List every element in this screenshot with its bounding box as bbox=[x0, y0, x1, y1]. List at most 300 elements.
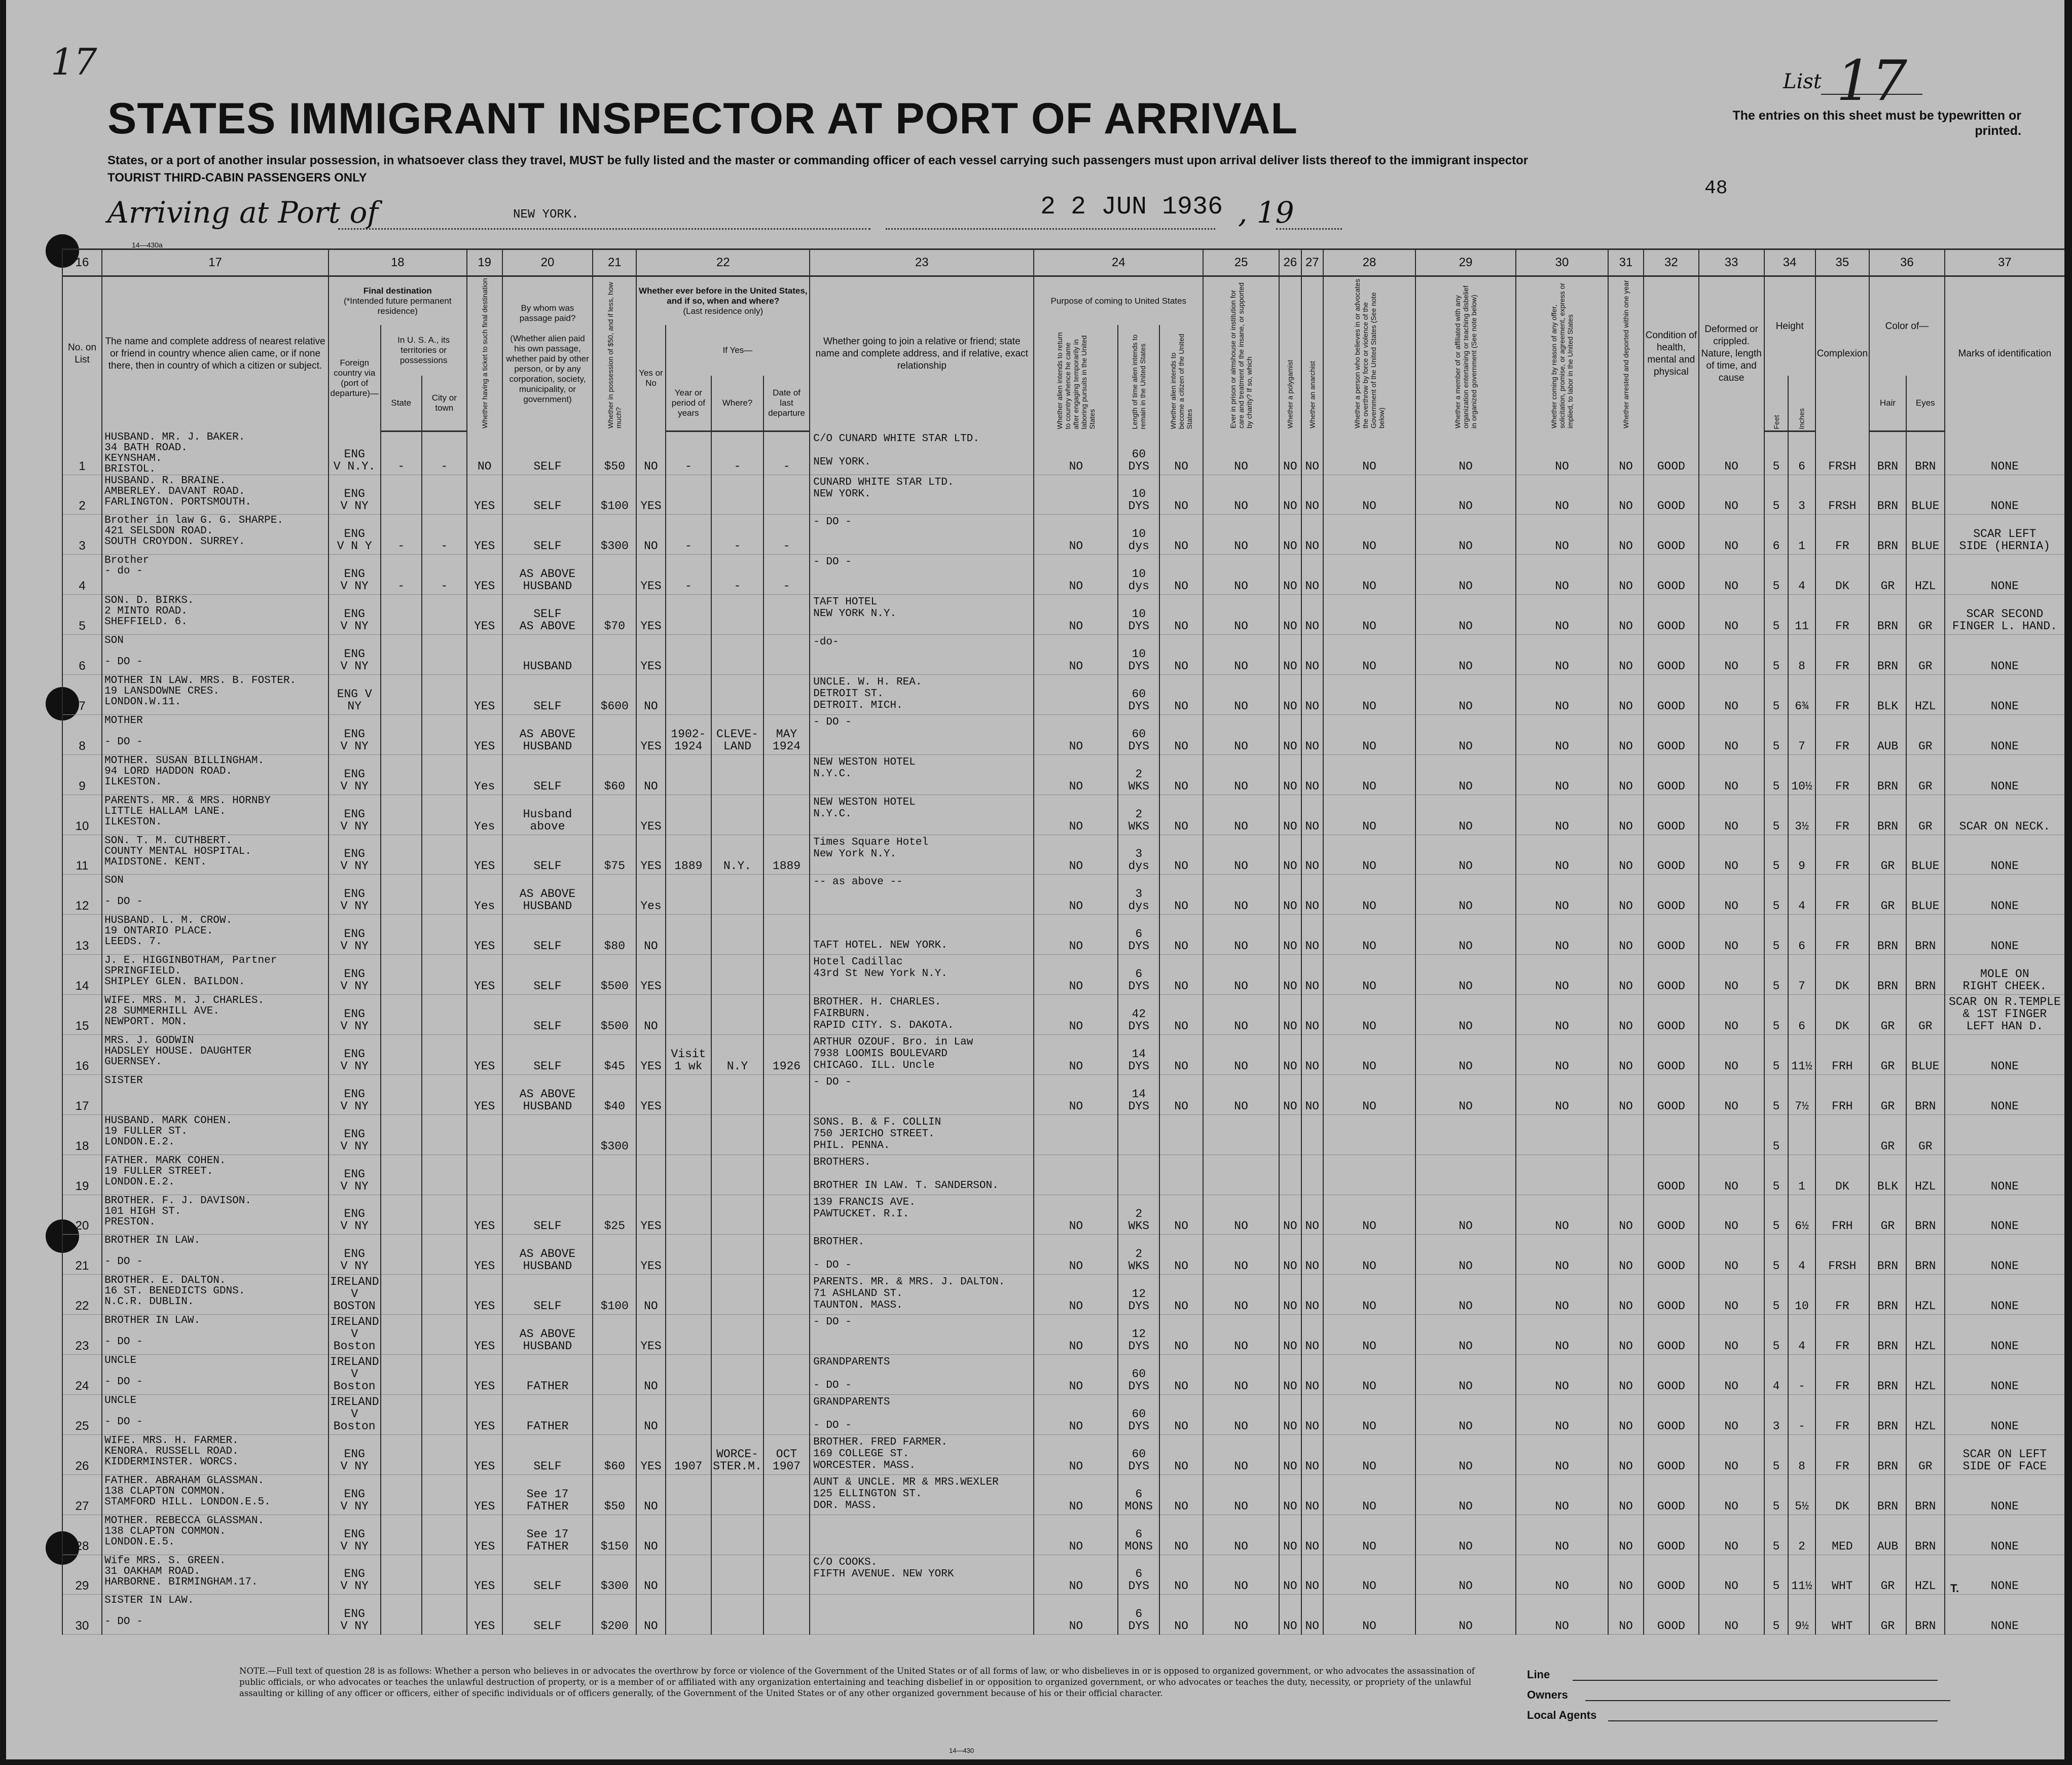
cell-hair: GR bbox=[1869, 1555, 1906, 1595]
cell-no: 25 bbox=[62, 1394, 102, 1434]
cell-anar: NO bbox=[1301, 754, 1323, 795]
cell-foreign: ENG V NY bbox=[329, 1555, 381, 1595]
cell-deform: NO bbox=[1699, 1355, 1764, 1395]
cell-c30: NO bbox=[1516, 555, 1608, 595]
cell-c31: NO bbox=[1608, 1394, 1644, 1434]
col-num: 24 bbox=[1034, 249, 1203, 276]
cell-state bbox=[381, 955, 422, 995]
cell-where bbox=[711, 1474, 764, 1515]
cell-foreign: ENG V NY bbox=[329, 1074, 381, 1114]
cell-ticket bbox=[467, 1155, 502, 1195]
cell-in: 4 bbox=[1788, 875, 1815, 915]
cell-deform: NO bbox=[1699, 795, 1764, 835]
cell-ret: NO bbox=[1034, 1394, 1118, 1434]
cell-poly: NO bbox=[1279, 674, 1301, 714]
cell-anar: NO bbox=[1301, 1434, 1323, 1474]
cell-eyes: BLUE bbox=[1906, 875, 1945, 915]
cell-poly: NO bbox=[1279, 714, 1301, 754]
cell-eyes: BLUE bbox=[1906, 1034, 1945, 1074]
cell-c31: NO bbox=[1608, 1595, 1644, 1635]
cell-comp: DK bbox=[1815, 1474, 1869, 1515]
cell-city bbox=[422, 1235, 467, 1275]
cell-c31 bbox=[1608, 1155, 1644, 1195]
cell-c30 bbox=[1516, 1155, 1608, 1195]
cell-prev: NO bbox=[636, 754, 665, 795]
cell-cit: NO bbox=[1159, 714, 1203, 754]
cell-addr: FATHER. ABRAHAM GLASSMAN. 138 CLAPTON COMMON. STAMFORD HILL. LONDON.E.5. bbox=[102, 1474, 329, 1515]
cell-deform: NO bbox=[1699, 674, 1764, 714]
cell-poly: NO bbox=[1279, 1434, 1301, 1474]
cell-c30: NO bbox=[1516, 754, 1608, 795]
cell-c30: NO bbox=[1516, 1555, 1608, 1595]
cell-c30: NO bbox=[1516, 674, 1608, 714]
cell-state bbox=[381, 795, 422, 835]
cell-poly: NO bbox=[1279, 835, 1301, 875]
header-passage-paid: By whom was passage paid? (Whether alien paid his own passage, whether paid by other person, or by any corporation, society, municipality, or government) bbox=[502, 276, 593, 431]
cell-deform: NO bbox=[1699, 875, 1764, 915]
table-row bbox=[62, 995, 2064, 1035]
col-num: 21 bbox=[593, 249, 636, 276]
cell-ret: NO bbox=[1034, 915, 1118, 955]
cell-deform: NO bbox=[1699, 1315, 1764, 1355]
cell-c30: NO bbox=[1516, 1195, 1608, 1235]
cell-marks: SCAR LEFT SIDE (HERNIA) bbox=[1945, 515, 2064, 555]
cell-c28: NO bbox=[1323, 595, 1415, 635]
cell-len: 3 dys bbox=[1118, 835, 1159, 875]
cell-date bbox=[764, 475, 810, 515]
cell-join: CUNARD WHITE STAR LTD. NEW YORK. bbox=[810, 475, 1034, 515]
cell-money bbox=[593, 1315, 636, 1355]
cell-state bbox=[381, 595, 422, 635]
cell-c28: NO bbox=[1323, 1515, 1415, 1555]
cell-ft: 5 bbox=[1764, 1074, 1789, 1114]
cell-date bbox=[764, 1394, 810, 1434]
cell-c30: NO bbox=[1516, 1515, 1608, 1555]
cell-c28: NO bbox=[1323, 1195, 1415, 1235]
cell-comp: WHT bbox=[1815, 1555, 1869, 1595]
cell-date: 1889 bbox=[764, 835, 810, 875]
cell-foreign: ENG V NY bbox=[329, 714, 381, 754]
cell-prev: YES bbox=[636, 635, 665, 675]
cell-c29: NO bbox=[1415, 1275, 1516, 1315]
cell-marks: NONE bbox=[1945, 1155, 2064, 1195]
cell-prison: NO bbox=[1203, 674, 1279, 714]
cell-deform: NO bbox=[1699, 555, 1764, 595]
cell-hair: GR bbox=[1869, 1595, 1906, 1635]
cell-join: C/O COOKS. FIFTH AVENUE. NEW YORK bbox=[810, 1555, 1034, 1595]
cell-join: - DO - bbox=[810, 515, 1034, 555]
cell-anar: NO bbox=[1301, 1555, 1323, 1595]
cell-len: 2 WKS bbox=[1118, 1195, 1159, 1235]
cell-prison: NO bbox=[1203, 714, 1279, 754]
cell-addr: FATHER. MARK COHEN. 19 FULLER STREET. LONDON.E.2. bbox=[102, 1155, 329, 1195]
cell-city bbox=[422, 1315, 467, 1355]
header-yes-no: Yes or No bbox=[636, 325, 665, 431]
cell-foreign: ENG V NY bbox=[329, 595, 381, 635]
cell-health: GOOD bbox=[1644, 1555, 1699, 1595]
header-eyes: Eyes bbox=[1906, 376, 1945, 431]
cell-comp: FRSH bbox=[1815, 475, 1869, 515]
cell-len: 10 DYS bbox=[1118, 595, 1159, 635]
cell-city bbox=[422, 1515, 467, 1555]
cell-prison: NO bbox=[1203, 995, 1279, 1035]
cell-comp: FR bbox=[1815, 635, 1869, 675]
cell-cit: NO bbox=[1159, 1034, 1203, 1074]
cell-anar: NO bbox=[1301, 955, 1323, 995]
cell-c30: NO bbox=[1516, 995, 1608, 1035]
cell-len bbox=[1118, 1114, 1159, 1155]
cell-state bbox=[381, 674, 422, 714]
cell-cit: NO bbox=[1159, 795, 1203, 835]
cell-eyes: GR bbox=[1906, 754, 1945, 795]
cell-prev: YES bbox=[636, 1074, 665, 1114]
cell-paid: FATHER bbox=[502, 1394, 593, 1434]
cell-date bbox=[764, 1355, 810, 1395]
cell-city bbox=[422, 754, 467, 795]
cell-c29: NO bbox=[1415, 875, 1516, 915]
cell-addr: BROTHER IN LAW. - DO - bbox=[102, 1315, 329, 1355]
header-where: Where? bbox=[711, 376, 764, 431]
form-code-bottom: 14—430 bbox=[949, 1747, 974, 1754]
cell-eyes: BLUE bbox=[1906, 515, 1945, 555]
table-row bbox=[62, 1275, 2064, 1315]
header-deformed: Deformed or crippled. Nature, length of time, and cause bbox=[1699, 276, 1764, 431]
cell-in: 8 bbox=[1788, 635, 1815, 675]
cell-addr: UNCLE - DO - bbox=[102, 1394, 329, 1434]
cell-ft: 5 bbox=[1764, 835, 1789, 875]
cell-ticket: YES bbox=[467, 475, 502, 515]
port-dotted-line bbox=[338, 228, 870, 230]
cell-join: C/O CUNARD WHITE STAR LTD. NEW YORK. bbox=[810, 431, 1034, 475]
cell-cit: NO bbox=[1159, 1355, 1203, 1395]
header-polygamist: Whether a polygamist bbox=[1279, 276, 1301, 431]
cell-c29: NO bbox=[1415, 431, 1516, 475]
cell-in: 10 bbox=[1788, 1275, 1815, 1315]
cell-health: GOOD bbox=[1644, 1315, 1699, 1355]
cell-in: 2 bbox=[1788, 1515, 1815, 1555]
cell-hair: AUB bbox=[1869, 714, 1906, 754]
cell-c31: NO bbox=[1608, 595, 1644, 635]
cell-poly: NO bbox=[1279, 1595, 1301, 1635]
cell-where bbox=[711, 1155, 764, 1195]
cell-cit: NO bbox=[1159, 835, 1203, 875]
cell-no: 23 bbox=[62, 1315, 102, 1355]
cell-hair: GR bbox=[1869, 1034, 1906, 1074]
cell-cit: NO bbox=[1159, 475, 1203, 515]
cell-c28: NO bbox=[1323, 515, 1415, 555]
cell-money: $600 bbox=[593, 674, 636, 714]
cell-anar: NO bbox=[1301, 555, 1323, 595]
line-rule bbox=[1573, 1680, 1938, 1681]
cell-in: 6 bbox=[1788, 995, 1815, 1035]
cell-in: 8 bbox=[1788, 1434, 1815, 1474]
cell-money: $300 bbox=[593, 515, 636, 555]
cell-date bbox=[764, 1595, 810, 1635]
cell-poly: NO bbox=[1279, 635, 1301, 675]
cell-ticket: YES bbox=[467, 1595, 502, 1635]
cell-cit: NO bbox=[1159, 1474, 1203, 1515]
cell-ticket: YES bbox=[467, 835, 502, 875]
cell-anar bbox=[1301, 1155, 1323, 1195]
cell-anar: NO bbox=[1301, 1515, 1323, 1555]
cell-date bbox=[764, 875, 810, 915]
cell-prev: YES bbox=[636, 1235, 665, 1275]
cell-deform: NO bbox=[1699, 595, 1764, 635]
cell-prev: NO bbox=[636, 1474, 665, 1515]
cell-prison: NO bbox=[1203, 1555, 1279, 1595]
arriving-label: Arriving at Port of bbox=[107, 195, 378, 230]
cell-comp: FR bbox=[1815, 1434, 1869, 1474]
col-num: 35 bbox=[1815, 249, 1869, 276]
cell-c28: NO bbox=[1323, 635, 1415, 675]
cell-join: BROTHER. H. CHARLES. FAIRBURN. RAPID CITY. S. DAKOTA. bbox=[810, 995, 1034, 1035]
cell-deform: NO bbox=[1699, 1394, 1764, 1434]
cell-c28: NO bbox=[1323, 555, 1415, 595]
cell-prison: NO bbox=[1203, 1074, 1279, 1114]
cell-deform: NO bbox=[1699, 1555, 1764, 1595]
cell-addr: SISTER bbox=[102, 1074, 329, 1114]
cell-comp: FR bbox=[1815, 714, 1869, 754]
cell-poly: NO bbox=[1279, 995, 1301, 1035]
cell-state: - bbox=[381, 515, 422, 555]
cell-money bbox=[593, 1235, 636, 1275]
cell-city bbox=[422, 1155, 467, 1195]
cell-health: GOOD bbox=[1644, 431, 1699, 475]
cell-ft: 5 bbox=[1764, 1474, 1789, 1515]
cell-c30: NO bbox=[1516, 515, 1608, 555]
cell-where bbox=[711, 635, 764, 675]
cell-c28: NO bbox=[1323, 1434, 1415, 1474]
cell-cit: NO bbox=[1159, 555, 1203, 595]
cell-state bbox=[381, 1195, 422, 1235]
cell-prev: YES bbox=[636, 1195, 665, 1235]
cell-eyes: BRN bbox=[1906, 431, 1945, 475]
cell-no: 16 bbox=[62, 1034, 102, 1074]
cell-c29: NO bbox=[1415, 995, 1516, 1035]
cell-deform: NO bbox=[1699, 475, 1764, 515]
cell-poly: NO bbox=[1279, 431, 1301, 475]
cell-poly: NO bbox=[1279, 1195, 1301, 1235]
header-final-destination: Final destination (*Intended future permanent residence) bbox=[329, 276, 467, 326]
cell-state bbox=[381, 1555, 422, 1595]
cell-ft: 5 bbox=[1764, 995, 1789, 1035]
cell-c31: NO bbox=[1608, 1474, 1644, 1515]
cell-paid: AS ABOVE HUSBAND bbox=[502, 1315, 593, 1355]
col-num: 34 bbox=[1764, 249, 1815, 276]
table-row bbox=[62, 795, 2064, 835]
cell-hair: BRN bbox=[1869, 515, 1906, 555]
cell-comp: FRSH bbox=[1815, 1235, 1869, 1275]
cell-deform: NO bbox=[1699, 515, 1764, 555]
cell-no: 2 bbox=[62, 475, 102, 515]
cell-year bbox=[666, 1595, 712, 1635]
header-q28: Whether a person who believes in or advocates the overthrow by force or violence of the Government of the United States (See note below) bbox=[1323, 276, 1415, 431]
cell-ret: NO bbox=[1034, 515, 1118, 555]
cell-money bbox=[593, 1355, 636, 1395]
cell-city bbox=[422, 1394, 467, 1434]
cell-prison: NO bbox=[1203, 555, 1279, 595]
cell-c31: NO bbox=[1608, 835, 1644, 875]
cell-ft: 5 bbox=[1764, 915, 1789, 955]
cell-comp: FRSH bbox=[1815, 431, 1869, 475]
cell-cit bbox=[1159, 1155, 1203, 1195]
cell-date bbox=[764, 1515, 810, 1555]
cell-hair: AUB bbox=[1869, 1515, 1906, 1555]
cell-len: 2 WKS bbox=[1118, 795, 1159, 835]
cell-c29: NO bbox=[1415, 915, 1516, 955]
cell-ft: 5 bbox=[1764, 955, 1789, 995]
agents-rule bbox=[1608, 1720, 1938, 1721]
cell-money bbox=[593, 1155, 636, 1195]
header-q29: Whether a member of or affiliated with any organization entertaining or teaching disbelief in organized government (See note below) bbox=[1415, 276, 1516, 431]
cell-money: $60 bbox=[593, 754, 636, 795]
cell-in: 5½ bbox=[1788, 1474, 1815, 1515]
col-num: 23 bbox=[810, 249, 1034, 276]
cell-ret: NO bbox=[1034, 555, 1118, 595]
cell-ft: 5 bbox=[1764, 674, 1789, 714]
cell-prev: YES bbox=[636, 955, 665, 995]
header-length-stay: Length of time alien intends to remain in the United States bbox=[1118, 325, 1159, 431]
cell-city: - bbox=[422, 515, 467, 555]
cell-len: 60 DYS bbox=[1118, 431, 1159, 475]
cell-c29: NO bbox=[1415, 595, 1516, 635]
cell-comp: FR bbox=[1815, 795, 1869, 835]
cell-c29: NO bbox=[1415, 1595, 1516, 1635]
cell-paid: SELF bbox=[502, 1195, 593, 1235]
header-anarchist: Whether an anarchist bbox=[1301, 276, 1323, 431]
cell-money: $50 bbox=[593, 431, 636, 475]
cell-eyes: HZL bbox=[1906, 1394, 1945, 1434]
cell-health: GOOD bbox=[1644, 754, 1699, 795]
cell-date bbox=[764, 1155, 810, 1195]
cell-len: 60 DYS bbox=[1118, 1394, 1159, 1434]
cell-deform: NO bbox=[1699, 1515, 1764, 1555]
cell-anar: NO bbox=[1301, 714, 1323, 754]
cell-ticket: YES bbox=[467, 595, 502, 635]
cell-len: 14 DYS bbox=[1118, 1034, 1159, 1074]
cell-addr: PARENTS. MR. & MRS. HORNBY LITTLE HALLAM LANE. ILKESTON. bbox=[102, 795, 329, 835]
cell-in bbox=[1788, 1114, 1815, 1155]
cell-where: CLEVE- LAND bbox=[711, 714, 764, 754]
table-row bbox=[62, 754, 2064, 795]
cell-paid: SELF bbox=[502, 955, 593, 995]
cell-join bbox=[810, 1595, 1034, 1635]
cell-marks: NONE bbox=[1945, 1034, 2064, 1074]
cell-prev: NO bbox=[636, 915, 665, 955]
cell-anar: NO bbox=[1301, 1034, 1323, 1074]
cell-hair: BRN bbox=[1869, 1434, 1906, 1474]
cell-cit: NO bbox=[1159, 1275, 1203, 1315]
cell-len: 10 dys bbox=[1118, 555, 1159, 595]
cell-cit: NO bbox=[1159, 1434, 1203, 1474]
cell-poly: NO bbox=[1279, 955, 1301, 995]
cell-state: - bbox=[381, 555, 422, 595]
cell-addr: BROTHER. F. J. DAVISON. 101 HIGH ST. PRESTON. bbox=[102, 1195, 329, 1235]
cell-where bbox=[711, 674, 764, 714]
cell-comp: DK bbox=[1815, 555, 1869, 595]
cell-ft: 6 bbox=[1764, 515, 1789, 555]
cell-len: 60 DYS bbox=[1118, 1355, 1159, 1395]
cell-comp: FR bbox=[1815, 1355, 1869, 1395]
cell-ticket: YES bbox=[467, 915, 502, 955]
list-number: 17 bbox=[1836, 48, 1907, 113]
cell-ticket: YES bbox=[467, 955, 502, 995]
table-row bbox=[62, 1474, 2064, 1515]
cell-len bbox=[1118, 1155, 1159, 1195]
cell-c29: NO bbox=[1415, 754, 1516, 795]
cell-in: 1 bbox=[1788, 515, 1815, 555]
table-row bbox=[62, 1034, 2064, 1074]
cell-date bbox=[764, 1555, 810, 1595]
cell-money bbox=[593, 555, 636, 595]
cell-poly: NO bbox=[1279, 1275, 1301, 1315]
cell-health: GOOD bbox=[1644, 635, 1699, 675]
manifest-sheet bbox=[6, 0, 2064, 1759]
cell-addr: WIFE. MRS. H. FARMER. KENORA. RUSSELL ROAD. KIDDERMINSTER. WORCS. bbox=[102, 1434, 329, 1474]
cell-in: 1 bbox=[1788, 1155, 1815, 1195]
cell-deform: NO bbox=[1699, 1434, 1764, 1474]
cell-c30: NO bbox=[1516, 595, 1608, 635]
cell-ft: 5 bbox=[1764, 1034, 1789, 1074]
cell-eyes: GR bbox=[1906, 995, 1945, 1035]
cell-poly: NO bbox=[1279, 1235, 1301, 1275]
cell-deform: NO bbox=[1699, 754, 1764, 795]
cell-prison: NO bbox=[1203, 475, 1279, 515]
cell-eyes: BRN bbox=[1906, 1595, 1945, 1635]
cell-date: - bbox=[764, 515, 810, 555]
cell-foreign: ENG V NY bbox=[329, 1114, 381, 1155]
cell-c31: NO bbox=[1608, 555, 1644, 595]
table-row bbox=[62, 555, 2064, 595]
cell-foreign: ENG V NY bbox=[329, 555, 381, 595]
cell-c29: NO bbox=[1415, 835, 1516, 875]
cell-poly: NO bbox=[1279, 1555, 1301, 1595]
cell-eyes: HZL bbox=[1906, 1355, 1945, 1395]
cell-state bbox=[381, 1315, 422, 1355]
cell-foreign: ENG V NY bbox=[329, 1434, 381, 1474]
cell-addr: HUSBAND. MR. J. BAKER. 34 BATH ROAD. KEYNSHAM. BRISTOL. bbox=[102, 431, 329, 475]
cell-money: $300 bbox=[593, 1555, 636, 1595]
cell-paid: SELF bbox=[502, 674, 593, 714]
cell-no: 4 bbox=[62, 555, 102, 595]
cell-cit: NO bbox=[1159, 1595, 1203, 1635]
cell-year bbox=[666, 1195, 712, 1235]
cell-len: 6 DYS bbox=[1118, 1555, 1159, 1595]
port-value: NEW YORK. bbox=[513, 208, 579, 222]
cell-ft: 5 bbox=[1764, 1155, 1789, 1195]
cell-c28: NO bbox=[1323, 1034, 1415, 1074]
cell-date bbox=[764, 1074, 810, 1114]
cell-health: GOOD bbox=[1644, 515, 1699, 555]
cell-c28 bbox=[1323, 1114, 1415, 1155]
cell-marks: NONE bbox=[1945, 1394, 2064, 1434]
cell-join: -- as above -- bbox=[810, 875, 1034, 915]
cell-c29: NO bbox=[1415, 1195, 1516, 1235]
cell-c29: NO bbox=[1415, 475, 1516, 515]
cell-no: 28 bbox=[62, 1515, 102, 1555]
cell-c31: NO bbox=[1608, 1275, 1644, 1315]
table-row bbox=[62, 1355, 2064, 1395]
cell-c30: NO bbox=[1516, 1074, 1608, 1114]
col-num: 26 bbox=[1279, 249, 1301, 276]
cell-ticket: YES bbox=[467, 1555, 502, 1595]
cell-c30: NO bbox=[1516, 835, 1608, 875]
cell-foreign: ENG V NY bbox=[329, 875, 381, 915]
cell-in: 9½ bbox=[1788, 1595, 1815, 1635]
cell-comp: FR bbox=[1815, 595, 1869, 635]
cell-ticket bbox=[467, 635, 502, 675]
cell-marks: NONE bbox=[1945, 1595, 2064, 1635]
